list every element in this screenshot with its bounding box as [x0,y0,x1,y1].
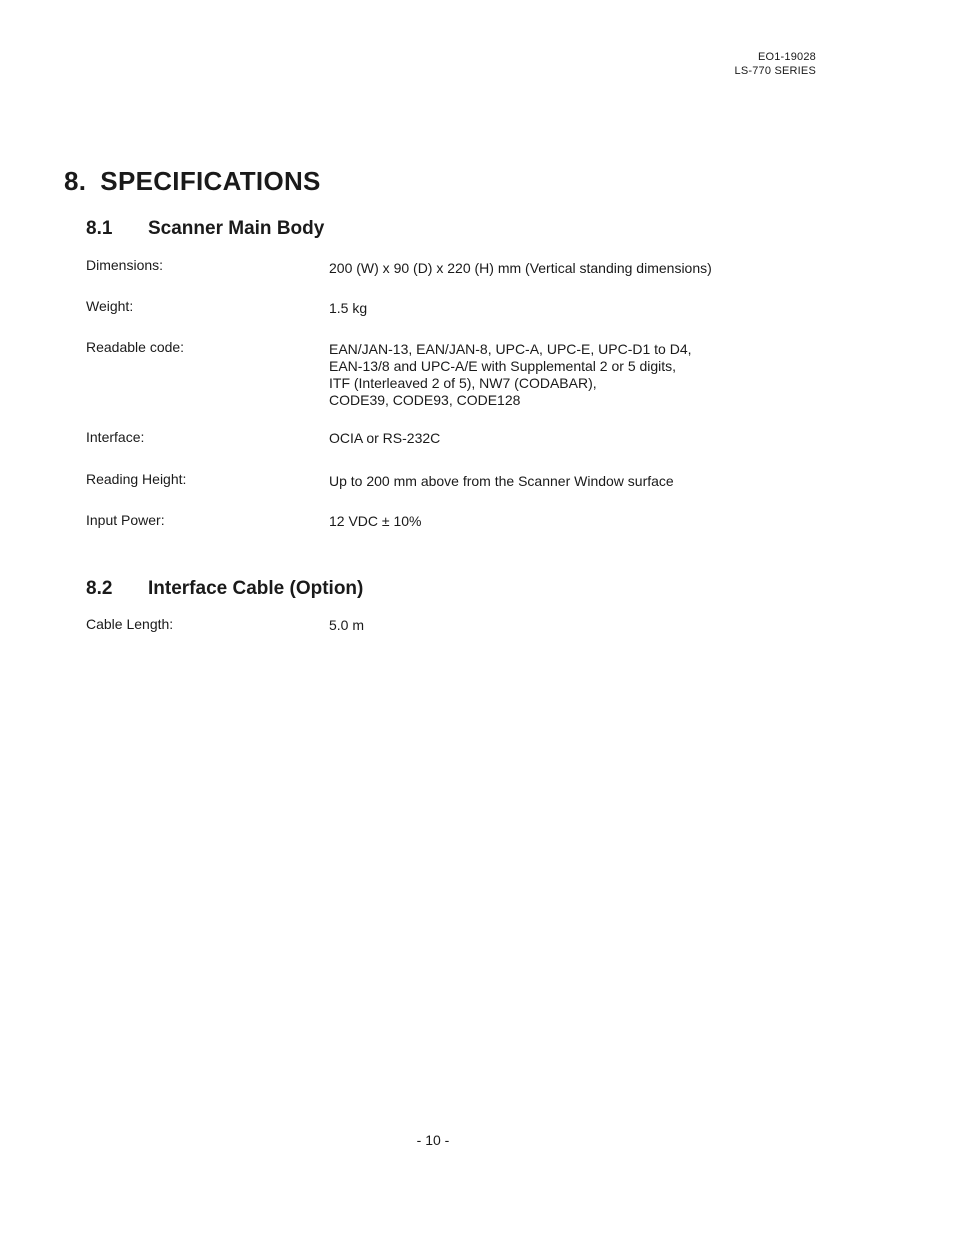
spec-value [329,257,786,277]
spec-label: Weight: [86,298,134,314]
spec-label: Readable code: [86,339,185,355]
spec-label: Cable Length: [86,616,174,632]
chapter-title [64,166,321,197]
chapter-number: 8. [64,166,87,196]
spec-value-line: Up to 200 mm above from the Scanner Window surface [329,473,674,489]
section-title-text: Scanner Main Body [148,218,325,239]
section-title-scanner-main-body [86,218,324,240]
spec-value-line: 200 (W) x 90 (D) x 220 (H) mm (Vertical standing dimensions) [329,260,712,276]
document-series: LS-770 SERIES [734,65,816,77]
spec-value [329,616,786,634]
spec-row-input-power [86,512,786,530]
spec-list-interface-cable [86,616,786,634]
spec-value-line: 5.0 m [329,617,365,633]
section-number: 8.1 [86,218,113,239]
spec-list-scanner-main-body [86,257,786,530]
spec-value-line: EAN/JAN-13, EAN/JAN-8, UPC-A, UPC-E, UPC-D1 to D4, [329,341,692,357]
spec-value-line: 1.5 kg [329,300,368,316]
spec-label: Dimensions: [86,257,164,273]
spec-value-line: OCIA or RS-232C [329,430,441,446]
spec-label: Input Power: [86,512,165,528]
spec-value-line: 12 VDC ± 10% [329,513,422,529]
spec-row-readable-code [86,339,786,409]
spec-row-interface [86,429,786,447]
spec-row-weight [86,298,786,317]
spec-label: Reading Height: [86,471,187,487]
spec-value [329,471,786,490]
spec-value [329,512,786,530]
spec-label: Interface: [86,429,145,445]
section-number: 8.2 [86,578,113,599]
chapter-title-text: SPECIFICATIONS [100,166,321,196]
page-number: - 10 - [416,1132,450,1148]
spec-value-line: ITF (Interleaved 2 of 5), NW7 (CODABAR), [329,375,597,391]
spec-value [329,339,786,409]
spec-row-dimensions [86,257,786,277]
section-title-text: Interface Cable (Option) [148,578,364,599]
spec-value [329,429,786,447]
document-number: EO1-19028 [757,51,816,63]
spec-row-reading-height [86,471,786,490]
spec-value-line: EAN-13/8 and UPC-A/E with Supplemental 2 or 5 digits, [329,358,677,374]
spec-value [329,298,786,317]
section-title-interface-cable [86,578,363,600]
spec-row-cable-length [86,616,786,634]
document-header [735,50,816,78]
spec-value-line: CODE39, CODE93, CODE128 [329,392,521,408]
